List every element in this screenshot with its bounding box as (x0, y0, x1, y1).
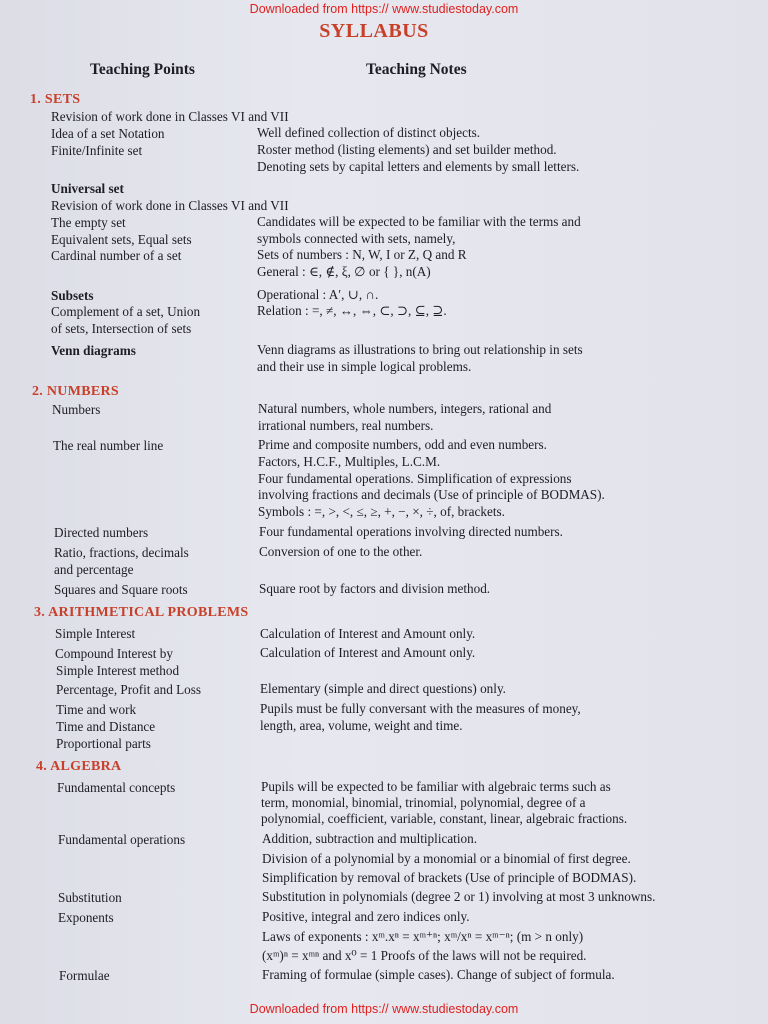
section-heading-sets: 1. SETS (30, 92, 81, 107)
teaching-point: Fundamental concepts (57, 780, 176, 795)
teaching-note: Substitution in polynomials (degree 2 or 1) involving at most 3 unknowns. (262, 889, 656, 904)
teaching-note: Symbols : =, >, <, ≤, ≥, +, −, ×, ÷, of, brackets. (258, 504, 505, 519)
teaching-point-heading: Venn diagrams (51, 343, 136, 358)
teaching-point: Exponents (58, 910, 114, 925)
teaching-note: Four fundamental operations involving directed numbers. (259, 524, 563, 539)
teaching-note: Well defined collection of distinct objects. (257, 125, 481, 140)
teaching-note: Addition, subtraction and multiplication. (262, 831, 477, 846)
section-heading-algebra: 4. ALGEBRA (36, 759, 122, 774)
teaching-point: The real number line (53, 438, 164, 453)
teaching-point: Simple Interest method (56, 663, 180, 678)
teaching-point: Proportional parts (56, 736, 151, 751)
teaching-note: Relation : =, ≠, ↔, ⇔, ⊂, ⊃, ⊆, ⊇. (257, 303, 447, 318)
teaching-point: Cardinal number of a set (51, 248, 182, 263)
download-note-bottom[interactable]: Downloaded from https:// www.studiestoday.com (249, 1002, 519, 1016)
page-title: SYLLABUS (319, 20, 429, 42)
teaching-point: Idea of a set Notation (51, 126, 165, 141)
teaching-note: Operational : A′, ∪, ∩. (257, 287, 379, 302)
teaching-note: involving fractions and decimals (Use of principle of BODMAS). (258, 487, 605, 502)
teaching-point: Percentage, Profit and Loss (56, 682, 202, 697)
teaching-point: Squares and Square roots (54, 582, 188, 597)
teaching-point: The empty set (51, 215, 126, 230)
teaching-note: Calculation of Interest and Amount only. (260, 626, 476, 641)
teaching-point: Revision of work done in Classes VI and VII (51, 198, 289, 213)
teaching-note: Denoting sets by capital letters and elements by small letters. (257, 159, 580, 174)
teaching-point-heading: Subsets (51, 288, 94, 303)
teaching-note: term, monomial, binomial, trinomial, polynomial, degree of a (261, 795, 586, 810)
teaching-note: polynomial, coefficient, variable, constant, linear, algebraic fractions. (261, 811, 628, 826)
teaching-point: Numbers (52, 402, 101, 417)
teaching-note: Conversion of one to the other. (259, 544, 423, 559)
teaching-note: Framing of formulae (simple cases). Change of subject of formula. (262, 967, 615, 982)
teaching-note: symbols connected with sets, namely, (257, 231, 456, 246)
teaching-point: Complement of a set, Union (51, 304, 201, 319)
teaching-note: Candidates will be expected to be familiar with the terms and (257, 214, 581, 229)
teaching-note: Prime and composite numbers, odd and even numbers. (258, 437, 547, 452)
teaching-note: Pupils must be fully conversant with the measures of money, (260, 701, 581, 716)
column-header-teaching-notes: Teaching Notes (366, 61, 467, 78)
teaching-note: Pupils will be expected to be familiar with algebraic terms such as (261, 779, 611, 794)
teaching-point: Directed numbers (54, 525, 149, 540)
teaching-note: Positive, integral and zero indices only. (262, 909, 470, 924)
teaching-note: Four fundamental operations. Simplification of expressions (258, 471, 572, 486)
section-heading-arithmetical-problems: 3. ARITHMETICAL PROBLEMS (34, 605, 249, 620)
teaching-note: irrational numbers, real numbers. (258, 418, 434, 433)
teaching-note: Simplification by removal of brackets (Use of principle of BODMAS). (262, 870, 637, 885)
section-heading-numbers: 2. NUMBERS (32, 384, 120, 399)
teaching-note: Calculation of Interest and Amount only. (260, 645, 476, 660)
teaching-point: Ratio, fractions, decimals (54, 545, 189, 560)
teaching-note: Division of a polynomial by a monomial or a binomial of first degree. (262, 851, 631, 866)
teaching-note: Natural numbers, whole numbers, integers, rational and (258, 401, 552, 416)
teaching-note: Elementary (simple and direct questions) only. (260, 681, 506, 696)
teaching-point: Revision of work done in Classes VI and VII (51, 109, 289, 124)
teaching-point-heading: Universal set (51, 181, 124, 196)
teaching-note: Venn diagrams as illustrations to bring out relationship in sets (257, 342, 583, 357)
teaching-point: Equivalent sets, Equal sets (51, 232, 192, 247)
teaching-note: length, area, volume, weight and time. (260, 718, 463, 733)
column-header-teaching-points: Teaching Points (90, 61, 195, 78)
download-note-top[interactable]: Downloaded from https:// www.studiestoday.com (249, 2, 519, 16)
teaching-note: and their use in simple logical problems. (257, 359, 472, 374)
teaching-point: Time and work (56, 702, 137, 717)
teaching-point: Substitution (58, 890, 122, 905)
teaching-note: (xᵐ)ⁿ = xᵐⁿ and x⁰ = 1 Proofs of the laws will not be required. (262, 948, 587, 963)
teaching-note: General : ∈, ∉, ξ, ∅ or { }, n(A) (257, 264, 431, 279)
teaching-note: Laws of exponents : xᵐ.xⁿ = xᵐ⁺ⁿ; xᵐ/xⁿ = xᵐ⁻ⁿ; (m > n only) (262, 929, 584, 944)
teaching-point: and percentage (54, 562, 134, 577)
teaching-point: Finite/Infinite set (51, 143, 143, 158)
teaching-point: Fundamental operations (58, 832, 186, 847)
teaching-note: Factors, H.C.F., Multiples, L.C.M. (258, 454, 441, 469)
teaching-note: Square root by factors and division method. (259, 581, 491, 596)
teaching-point: Compound Interest by (55, 646, 173, 661)
teaching-point: Simple Interest (55, 626, 136, 641)
teaching-note: Roster method (listing elements) and set builder method. (257, 142, 557, 157)
teaching-point: Formulae (59, 968, 110, 983)
teaching-note: Sets of numbers : N, W, I or Z, Q and R (257, 247, 467, 262)
teaching-point: Time and Distance (56, 719, 156, 734)
teaching-point: of sets, Intersection of sets (51, 321, 192, 336)
